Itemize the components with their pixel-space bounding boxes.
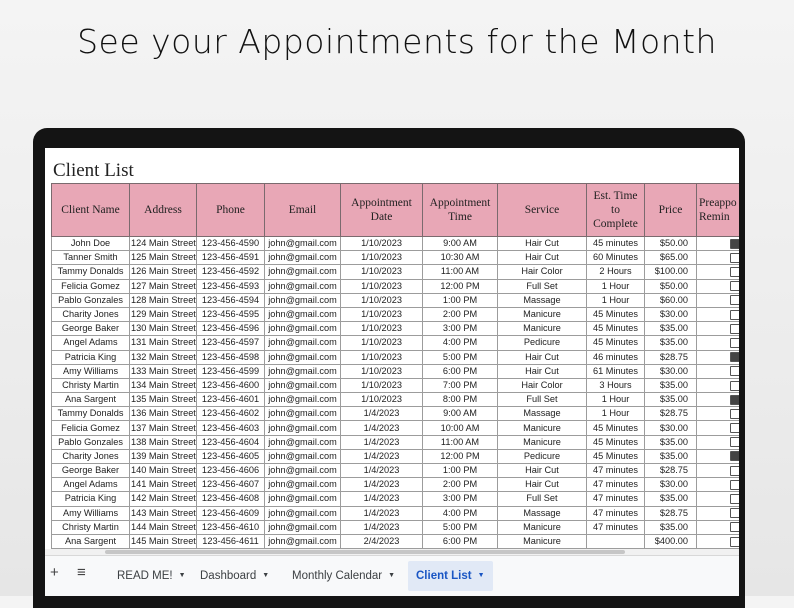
cell-est-time[interactable]: 1 Hour — [587, 279, 645, 293]
cell-appointment-time[interactable]: 1:00 PM — [423, 464, 498, 478]
table-row — [52, 251, 740, 265]
cell-address[interactable]: 126 Main Street — [130, 265, 197, 279]
reminder-checkbox[interactable] — [730, 267, 739, 277]
cell-est-time[interactable]: 47 minutes — [587, 478, 645, 492]
cell-reminder — [697, 407, 740, 421]
cell-client-name[interactable]: Pablo Gonzales — [52, 293, 130, 307]
reminder-checkbox[interactable] — [730, 395, 739, 405]
cell-appointment-date[interactable]: 1/10/2023 — [341, 350, 423, 364]
cell-phone[interactable]: 123-456-4604 — [197, 435, 265, 449]
cell-address[interactable]: 144 Main Street — [130, 520, 197, 534]
cell-est-time[interactable]: 1 Hour — [587, 393, 645, 407]
cell-client-name[interactable]: Pablo Gonzales — [52, 435, 130, 449]
cell-appointment-time[interactable]: 8:00 PM — [423, 393, 498, 407]
header-appointment-date[interactable]: Appointment Date — [341, 184, 423, 237]
table-row — [52, 322, 740, 336]
reminder-checkbox[interactable] — [730, 537, 739, 547]
cell-phone[interactable]: 123-456-4609 — [197, 506, 265, 520]
cell-reminder — [697, 421, 740, 435]
cell-reminder — [697, 251, 740, 265]
cell-appointment-time[interactable]: 11:00 AM — [423, 435, 498, 449]
cell-appointment-time[interactable]: 9:00 AM — [423, 237, 498, 251]
cell-est-time[interactable]: 2 Hours — [587, 265, 645, 279]
cell-address[interactable]: 143 Main Street — [130, 506, 197, 520]
reminder-checkbox[interactable] — [730, 281, 739, 291]
cell-appointment-time[interactable]: 1:00 PM — [423, 293, 498, 307]
dropdown-arrow-icon[interactable]: ▼ — [262, 572, 270, 579]
cell-client-name[interactable]: Ana Sargent — [52, 534, 130, 548]
header-service[interactable]: Service — [498, 184, 587, 237]
cell-email[interactable]: john@gmail.com — [265, 237, 341, 251]
cell-appointment-time[interactable]: 3:00 PM — [423, 492, 498, 506]
cell-price[interactable]: $50.00 — [645, 237, 697, 251]
cell-address[interactable]: 127 Main Street — [130, 279, 197, 293]
cell-reminder — [697, 322, 740, 336]
cell-price[interactable]: $30.00 — [645, 421, 697, 435]
table-row — [52, 378, 740, 392]
reminder-checkbox[interactable] — [730, 423, 739, 433]
cell-reminder — [697, 520, 740, 534]
cell-price[interactable]: $30.00 — [645, 364, 697, 378]
cell-est-time[interactable]: 60 Minutes — [587, 251, 645, 265]
dropdown-arrow-icon[interactable]: ▼ — [178, 572, 186, 579]
cell-email[interactable]: john@gmail.com — [265, 322, 341, 336]
cell-reminder — [697, 279, 740, 293]
cell-appointment-time[interactable]: 12:00 PM — [423, 449, 498, 463]
cell-address[interactable]: 139 Main Street — [130, 449, 197, 463]
cell-price[interactable]: $35.00 — [645, 435, 697, 449]
cell-email[interactable]: john@gmail.com — [265, 393, 341, 407]
cell-est-time[interactable]: 45 Minutes — [587, 449, 645, 463]
tab-read-me[interactable] — [109, 561, 194, 591]
cell-service[interactable]: Hair Cut — [498, 350, 587, 364]
cell-appointment-date[interactable]: 1/10/2023 — [341, 293, 423, 307]
cell-price[interactable]: $35.00 — [645, 520, 697, 534]
tab-monthly-calendar[interactable] — [284, 561, 403, 591]
cell-address[interactable]: 140 Main Street — [130, 464, 197, 478]
cell-est-time[interactable]: 47 minutes — [587, 506, 645, 520]
cell-price[interactable]: $28.75 — [645, 506, 697, 520]
table-row — [52, 307, 740, 321]
cell-appointment-date[interactable]: 1/10/2023 — [341, 336, 423, 350]
table-row — [52, 506, 740, 520]
all-sheets-menu-icon[interactable]: ≡ — [77, 564, 86, 581]
cell-address[interactable]: 124 Main Street — [130, 237, 197, 251]
cell-address[interactable]: 133 Main Street — [130, 364, 197, 378]
cell-est-time[interactable]: 45 Minutes — [587, 421, 645, 435]
cell-price[interactable]: $30.00 — [645, 478, 697, 492]
cell-phone[interactable]: 123-456-4607 — [197, 478, 265, 492]
cell-est-time[interactable] — [587, 534, 645, 548]
cell-reminder — [697, 293, 740, 307]
cell-reminder — [697, 237, 740, 251]
reminder-checkbox[interactable] — [730, 253, 739, 263]
cell-est-time[interactable]: 45 Minutes — [587, 322, 645, 336]
table-row — [52, 421, 740, 435]
cell-email[interactable]: john@gmail.com — [265, 293, 341, 307]
cell-appointment-time[interactable]: 2:00 PM — [423, 307, 498, 321]
cell-appointment-date[interactable]: 1/10/2023 — [341, 307, 423, 321]
cell-service[interactable]: Hair Cut — [498, 251, 587, 265]
cell-address[interactable]: 142 Main Street — [130, 492, 197, 506]
cell-appointment-date[interactable]: 1/4/2023 — [341, 464, 423, 478]
header-email[interactable]: Email — [265, 184, 341, 237]
cell-reminder — [697, 435, 740, 449]
cell-est-time[interactable]: 61 Minutes — [587, 364, 645, 378]
cell-appointment-time[interactable]: 10:00 AM — [423, 421, 498, 435]
cell-appointment-date[interactable]: 1/10/2023 — [341, 265, 423, 279]
cell-email[interactable]: john@gmail.com — [265, 449, 341, 463]
cell-client-name[interactable]: Tammy Donalds — [52, 265, 130, 279]
tab-label: Dashboard — [200, 570, 257, 582]
cell-appointment-date[interactable]: 1/4/2023 — [341, 478, 423, 492]
table-row — [52, 449, 740, 463]
cell-appointment-time[interactable]: 5:00 PM — [423, 350, 498, 364]
cell-est-time[interactable]: 45 Minutes — [587, 307, 645, 321]
cell-address[interactable]: 136 Main Street — [130, 407, 197, 421]
reminder-checkbox[interactable] — [730, 522, 739, 532]
cell-reminder — [697, 506, 740, 520]
cell-service[interactable]: Manicure — [498, 421, 587, 435]
cell-client-name[interactable]: Patricia King — [52, 350, 130, 364]
cell-email[interactable]: john@gmail.com — [265, 520, 341, 534]
cell-price[interactable]: $60.00 — [645, 293, 697, 307]
cell-email[interactable]: john@gmail.com — [265, 435, 341, 449]
cell-price[interactable]: $65.00 — [645, 251, 697, 265]
cell-appointment-date[interactable]: 1/4/2023 — [341, 506, 423, 520]
table-row — [52, 279, 740, 293]
cell-service[interactable]: Full Set — [498, 393, 587, 407]
cell-est-time[interactable]: 1 Hour — [587, 407, 645, 421]
cell-service[interactable]: Manicure — [498, 322, 587, 336]
table-row — [52, 520, 740, 534]
reminder-checkbox[interactable] — [730, 338, 739, 348]
cell-reminder — [697, 534, 740, 548]
cell-price[interactable]: $35.00 — [645, 393, 697, 407]
cell-appointment-date[interactable]: 2/4/2023 — [341, 534, 423, 548]
cell-phone[interactable]: 123-456-4606 — [197, 464, 265, 478]
table-viewport[interactable] — [51, 183, 739, 549]
header-appointment-time[interactable]: Appointment Time — [423, 184, 498, 237]
cell-phone[interactable]: 123-456-4590 — [197, 237, 265, 251]
header-price[interactable]: Price — [645, 184, 697, 237]
cell-reminder — [697, 350, 740, 364]
sheet-title: Client List — [53, 160, 134, 181]
cell-service[interactable]: Hair Color — [498, 378, 587, 392]
cell-appointment-time[interactable]: 11:00 AM — [423, 265, 498, 279]
cell-appointment-date[interactable]: 1/10/2023 — [341, 279, 423, 293]
cell-email[interactable]: john@gmail.com — [265, 407, 341, 421]
cell-appointment-date[interactable]: 1/4/2023 — [341, 520, 423, 534]
cell-address[interactable]: 145 Main Street — [130, 534, 197, 548]
header-phone[interactable]: Phone — [197, 184, 265, 237]
cell-address[interactable]: 128 Main Street — [130, 293, 197, 307]
scrollbar-thumb[interactable] — [105, 550, 625, 554]
cell-est-time[interactable]: 45 Minutes — [587, 336, 645, 350]
table-row — [52, 492, 740, 506]
cell-appointment-time[interactable]: 10:30 AM — [423, 251, 498, 265]
cell-phone[interactable]: 123-456-4602 — [197, 407, 265, 421]
cell-reminder — [697, 378, 740, 392]
reminder-checkbox[interactable] — [730, 494, 739, 504]
cell-client-name[interactable]: John Doe — [52, 237, 130, 251]
cell-address[interactable]: 138 Main Street — [130, 435, 197, 449]
cell-client-name[interactable]: Amy Williams — [52, 364, 130, 378]
page-headline: See your Appointments for the Month — [77, 22, 717, 61]
cell-reminder — [697, 307, 740, 321]
cell-client-name[interactable]: Angel Adams — [52, 336, 130, 350]
cell-est-time[interactable]: 47 minutes — [587, 464, 645, 478]
cell-reminder — [697, 464, 740, 478]
tab-label: READ ME! — [117, 570, 173, 582]
add-sheet-icon[interactable]: + — [50, 564, 59, 581]
cell-reminder — [697, 393, 740, 407]
tab-dashboard[interactable] — [192, 561, 277, 591]
cell-client-name[interactable]: Patricia King — [52, 492, 130, 506]
cell-price[interactable]: $400.00 — [645, 534, 697, 548]
cell-est-time[interactable]: 1 Hour — [587, 293, 645, 307]
table-row — [52, 435, 740, 449]
cell-reminder — [697, 364, 740, 378]
cell-phone[interactable]: 123-456-4594 — [197, 293, 265, 307]
cell-phone[interactable]: 123-456-4601 — [197, 393, 265, 407]
cell-service[interactable]: Massage — [498, 407, 587, 421]
sheet-tab-bar — [45, 555, 739, 596]
cell-phone[interactable]: 123-456-4591 — [197, 251, 265, 265]
cell-appointment-time[interactable]: 4:00 PM — [423, 506, 498, 520]
table-row — [52, 265, 740, 279]
cell-price[interactable]: $30.00 — [645, 307, 697, 321]
cell-appointment-time[interactable]: 5:00 PM — [423, 520, 498, 534]
reminder-checkbox[interactable] — [730, 310, 739, 320]
table-row — [52, 478, 740, 492]
cell-address[interactable]: 135 Main Street — [130, 393, 197, 407]
reminder-checkbox[interactable] — [730, 409, 739, 419]
cell-reminder — [697, 478, 740, 492]
cell-phone[interactable]: 123-456-4597 — [197, 336, 265, 350]
cell-est-time[interactable]: 45 minutes — [587, 237, 645, 251]
cell-client-name[interactable]: Felicia Gomez — [52, 421, 130, 435]
tab-client-list[interactable] — [408, 561, 493, 591]
table-row — [52, 393, 740, 407]
cell-service[interactable]: Manicure — [498, 520, 587, 534]
cell-appointment-time[interactable]: 12:00 PM — [423, 279, 498, 293]
reminder-checkbox[interactable] — [730, 352, 739, 362]
cell-email[interactable]: john@gmail.com — [265, 364, 341, 378]
cell-price[interactable]: $35.00 — [645, 378, 697, 392]
cell-client-name[interactable]: Tammy Donalds — [52, 407, 130, 421]
cell-phone[interactable]: 123-456-4605 — [197, 449, 265, 463]
cell-client-name[interactable]: Christy Martin — [52, 378, 130, 392]
cell-email[interactable]: john@gmail.com — [265, 421, 341, 435]
cell-service[interactable]: Full Set — [498, 492, 587, 506]
cell-appointment-date[interactable]: 1/4/2023 — [341, 407, 423, 421]
reminder-checkbox[interactable] — [730, 466, 739, 476]
cell-service[interactable]: Manicure — [498, 435, 587, 449]
cell-appointment-time[interactable]: 7:00 PM — [423, 378, 498, 392]
cell-price[interactable]: $35.00 — [645, 322, 697, 336]
cell-service[interactable]: Manicure — [498, 307, 587, 321]
cell-price[interactable]: $100.00 — [645, 265, 697, 279]
cell-client-name[interactable]: Christy Martin — [52, 520, 130, 534]
tab-label: Monthly Calendar — [292, 570, 383, 582]
cell-phone[interactable]: 123-456-4610 — [197, 520, 265, 534]
dropdown-arrow-icon[interactable]: ▼ — [477, 572, 485, 579]
table-row — [52, 293, 740, 307]
reminder-checkbox[interactable] — [730, 437, 739, 447]
cell-address[interactable]: 129 Main Street — [130, 307, 197, 321]
cell-address[interactable]: 141 Main Street — [130, 478, 197, 492]
header-row — [52, 184, 740, 237]
cell-service[interactable]: Hair Cut — [498, 237, 587, 251]
reminder-checkbox[interactable] — [730, 366, 739, 376]
cell-appointment-date[interactable]: 1/10/2023 — [341, 378, 423, 392]
cell-address[interactable]: 130 Main Street — [130, 322, 197, 336]
client-table — [51, 183, 739, 549]
cell-client-name[interactable]: Charity Jones — [52, 307, 130, 321]
reminder-checkbox[interactable] — [730, 239, 739, 249]
cell-address[interactable]: 134 Main Street — [130, 378, 197, 392]
cell-address[interactable]: 131 Main Street — [130, 336, 197, 350]
cell-phone[interactable]: 123-456-4595 — [197, 307, 265, 321]
cell-appointment-date[interactable]: 1/4/2023 — [341, 492, 423, 506]
cell-est-time[interactable]: 45 Minutes — [587, 435, 645, 449]
cell-price[interactable]: $35.00 — [645, 336, 697, 350]
cell-est-time[interactable]: 47 minutes — [587, 520, 645, 534]
table-row — [52, 336, 740, 350]
cell-price[interactable]: $35.00 — [645, 449, 697, 463]
cell-client-name[interactable]: George Baker — [52, 464, 130, 478]
cell-client-name[interactable]: Felicia Gomez — [52, 279, 130, 293]
cell-price[interactable]: $28.75 — [645, 350, 697, 364]
cell-reminder — [697, 265, 740, 279]
cell-appointment-time[interactable]: 2:00 PM — [423, 478, 498, 492]
cell-appointment-date[interactable]: 1/10/2023 — [341, 251, 423, 265]
table-row — [52, 407, 740, 421]
cell-service[interactable]: Hair Cut — [498, 364, 587, 378]
cell-appointment-date[interactable]: 1/4/2023 — [341, 435, 423, 449]
cell-phone[interactable]: 123-456-4592 — [197, 265, 265, 279]
cell-service[interactable]: Massage — [498, 506, 587, 520]
cell-phone[interactable]: 123-456-4598 — [197, 350, 265, 364]
cell-appointment-time[interactable]: 6:00 PM — [423, 534, 498, 548]
cell-email[interactable]: john@gmail.com — [265, 378, 341, 392]
cell-phone[interactable]: 123-456-4608 — [197, 492, 265, 506]
cell-phone[interactable]: 123-456-4611 — [197, 534, 265, 548]
cell-service[interactable]: Hair Cut — [498, 478, 587, 492]
cell-service[interactable]: Pedicure — [498, 449, 587, 463]
table-row — [52, 364, 740, 378]
reminder-checkbox[interactable] — [730, 508, 739, 518]
cell-email[interactable]: john@gmail.com — [265, 350, 341, 364]
tab-label: Client List — [416, 570, 472, 582]
cell-price[interactable]: $28.75 — [645, 407, 697, 421]
reminder-checkbox[interactable] — [730, 324, 739, 334]
cell-phone[interactable]: 123-456-4603 — [197, 421, 265, 435]
cell-phone[interactable]: 123-456-4599 — [197, 364, 265, 378]
table-row — [52, 350, 740, 364]
cell-reminder — [697, 449, 740, 463]
cell-appointment-date[interactable]: 1/4/2023 — [341, 421, 423, 435]
cell-email[interactable]: john@gmail.com — [265, 336, 341, 350]
cell-est-time[interactable]: 46 minutes — [587, 350, 645, 364]
cell-service[interactable]: Hair Color — [498, 265, 587, 279]
cell-service[interactable]: Massage — [498, 293, 587, 307]
header-est-time[interactable]: Est. Time to Complete — [587, 184, 645, 237]
cell-service[interactable]: Hair Cut — [498, 464, 587, 478]
header-address[interactable]: Address — [130, 184, 197, 237]
cell-phone[interactable]: 123-456-4593 — [197, 279, 265, 293]
cell-client-name[interactable]: Ana Sargent — [52, 393, 130, 407]
header-client-name[interactable]: Client Name — [52, 184, 130, 237]
cell-address[interactable]: 132 Main Street — [130, 350, 197, 364]
reminder-checkbox[interactable] — [730, 295, 739, 305]
cell-appointment-date[interactable]: 1/10/2023 — [341, 322, 423, 336]
cell-client-name[interactable]: Tanner Smith — [52, 251, 130, 265]
table-row — [52, 534, 740, 548]
cell-est-time[interactable]: 3 Hours — [587, 378, 645, 392]
cell-appointment-time[interactable]: 3:00 PM — [423, 322, 498, 336]
cell-service[interactable]: Pedicure — [498, 336, 587, 350]
cell-client-name[interactable]: Angel Adams — [52, 478, 130, 492]
cell-email[interactable]: john@gmail.com — [265, 478, 341, 492]
header-preappointment-reminder[interactable]: Preappo Remin — [697, 184, 740, 237]
cell-reminder — [697, 492, 740, 506]
spreadsheet-screen — [45, 148, 739, 596]
cell-appointment-date[interactable]: 1/10/2023 — [341, 393, 423, 407]
cell-email[interactable]: john@gmail.com — [265, 492, 341, 506]
cell-client-name[interactable]: George Baker — [52, 322, 130, 336]
cell-service[interactable]: Full Set — [498, 279, 587, 293]
cell-address[interactable]: 125 Main Street — [130, 251, 197, 265]
cell-client-name[interactable]: Charity Jones — [52, 449, 130, 463]
cell-appointment-date[interactable]: 1/10/2023 — [341, 364, 423, 378]
cell-phone[interactable]: 123-456-4596 — [197, 322, 265, 336]
cell-price[interactable]: $50.00 — [645, 279, 697, 293]
table-row — [52, 464, 740, 478]
cell-email[interactable]: john@gmail.com — [265, 307, 341, 321]
cell-est-time[interactable]: 47 minutes — [587, 492, 645, 506]
cell-appointment-time[interactable]: 6:00 PM — [423, 364, 498, 378]
cell-appointment-date[interactable]: 1/4/2023 — [341, 449, 423, 463]
cell-appointment-date[interactable]: 1/10/2023 — [341, 237, 423, 251]
cell-client-name[interactable]: Amy Williams — [52, 506, 130, 520]
table-row — [52, 237, 740, 251]
reminder-checkbox[interactable] — [730, 480, 739, 490]
cell-service[interactable]: Manicure — [498, 534, 587, 548]
cell-appointment-time[interactable]: 9:00 AM — [423, 407, 498, 421]
cell-appointment-time[interactable]: 4:00 PM — [423, 336, 498, 350]
cell-reminder — [697, 336, 740, 350]
cell-email[interactable]: john@gmail.com — [265, 534, 341, 548]
cell-email[interactable]: john@gmail.com — [265, 279, 341, 293]
cell-email[interactable]: john@gmail.com — [265, 265, 341, 279]
cell-price[interactable]: $35.00 — [645, 492, 697, 506]
cell-email[interactable]: john@gmail.com — [265, 251, 341, 265]
cell-email[interactable]: john@gmail.com — [265, 464, 341, 478]
cell-address[interactable]: 137 Main Street — [130, 421, 197, 435]
cell-email[interactable]: john@gmail.com — [265, 506, 341, 520]
cell-price[interactable]: $28.75 — [645, 464, 697, 478]
dropdown-arrow-icon[interactable]: ▼ — [388, 572, 396, 579]
reminder-checkbox[interactable] — [730, 451, 739, 461]
cell-phone[interactable]: 123-456-4600 — [197, 378, 265, 392]
reminder-checkbox[interactable] — [730, 381, 739, 391]
